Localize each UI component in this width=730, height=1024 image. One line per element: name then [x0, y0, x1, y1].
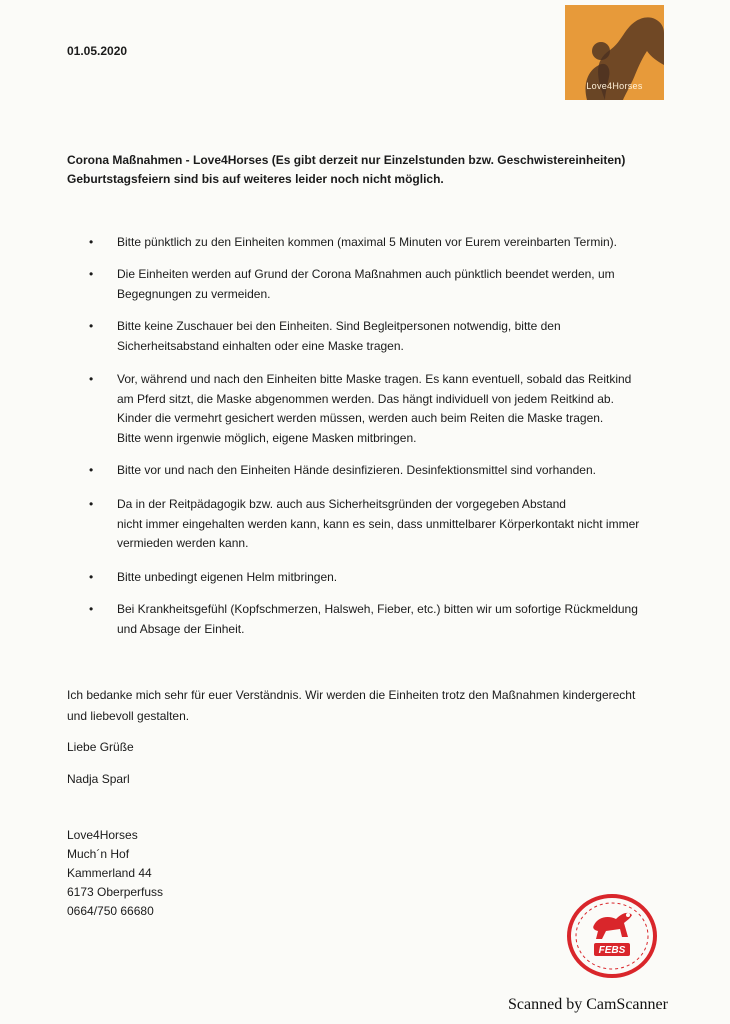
- closing-line-2: und liebevoll gestalten.: [67, 709, 190, 723]
- febs-stamp: [566, 893, 658, 979]
- bullet-icon: •: [89, 570, 94, 584]
- bullet-icon: •: [89, 602, 94, 616]
- address-line: 6173 Oberperfuss: [67, 885, 164, 899]
- address-block: [67, 826, 163, 921]
- list-item-text: Bei Krankheitsgefühl (Kopfschmerzen, Halsweh, Fieber, etc.) bitten wir um sofortige Rückmeldung und Absage der Einheit.: [117, 602, 638, 636]
- list-item-text: Bitte vor und nach den Einheiten Hände desinfizieren. Desinfektionsmittel sind vorhanden.: [117, 463, 596, 477]
- list-item-text: Da in der Reitpädagogik bzw. auch aus Sicherheitsgründen der vorgegeben Abstand nicht immer eingehalten werden kann, kann es sein, dass unmittelbarer Körperkontakt nicht immer vermieden werden kann.: [117, 497, 640, 550]
- list-item-text: Bitte keine Zuschauer bei den Einheiten. Sind Begleitpersonen notwendig, bitte den Sicherheitsabstand einhalten oder eine Maske tragen.: [117, 319, 561, 353]
- closing-line-1: Ich bedanke mich sehr für euer Verständnis. Wir werden die Einheiten trotz den Maßnahmen kindergerecht: [67, 688, 636, 702]
- greeting: Liebe Grüße: [67, 740, 134, 754]
- bullet-icon: •: [89, 463, 94, 477]
- bullet-icon: •: [89, 497, 94, 511]
- address-line: Much´n Hof: [67, 847, 130, 861]
- list-item-text: Bitte pünktlich zu den Einheiten kommen (maximal 5 Minuten vor Eurem vereinbarten Termin).: [117, 235, 618, 249]
- love4horses-logo: [565, 5, 664, 100]
- list-item-text: Die Einheiten werden auf Grund der Corona Maßnahmen auch pünktlich beendet werden, um Begegnungen zu vermeiden.: [117, 267, 615, 301]
- logo-text: Love4Horses: [586, 81, 643, 91]
- list-item-text: Vor, während und nach den Einheiten bitte Maske tragen. Es kann eventuell, sobald das Reitkind am Pferd sitzt, die Maske abgenommen werden. Das hängt individuell von jedem Reitkind ab. Kinder die vermehrt gesichert werden müssen, werden auch beim Reiten die Maske tragen. Bitte wenn irgenwie möglich, eigene Masken mitbringen.: [117, 372, 632, 445]
- list-item-text: Bitte unbedingt eigenen Helm mitbringen.: [117, 570, 338, 584]
- address-line: Love4Horses: [67, 828, 138, 842]
- heading-line-2: Geburtstagsfeiern sind bis auf weiteres leider noch nicht möglich.: [67, 172, 444, 186]
- bullet-icon: •: [89, 319, 94, 333]
- address-line: Kammerland 44: [67, 866, 152, 880]
- febs-horse-logo-icon: [566, 893, 658, 979]
- stamp-text: FEBS: [598, 945, 626, 956]
- address-line: 0664/750 66680: [67, 904, 154, 918]
- document-date: 01.05.2020: [67, 44, 128, 58]
- bullet-icon: •: [89, 235, 94, 249]
- signature-name: Nadja Sparl: [67, 772, 130, 786]
- bullet-icon: •: [89, 267, 94, 281]
- closing-paragraph: [67, 685, 687, 727]
- heading-line-1: Corona Maßnahmen - Love4Horses (Es gibt derzeit nur Einzelstunden bzw. Geschwistereinheiten): [67, 153, 626, 167]
- bullet-icon: •: [89, 372, 94, 386]
- scanner-watermark: Scanned by CamScanner: [508, 996, 668, 1013]
- document-heading: [67, 151, 687, 189]
